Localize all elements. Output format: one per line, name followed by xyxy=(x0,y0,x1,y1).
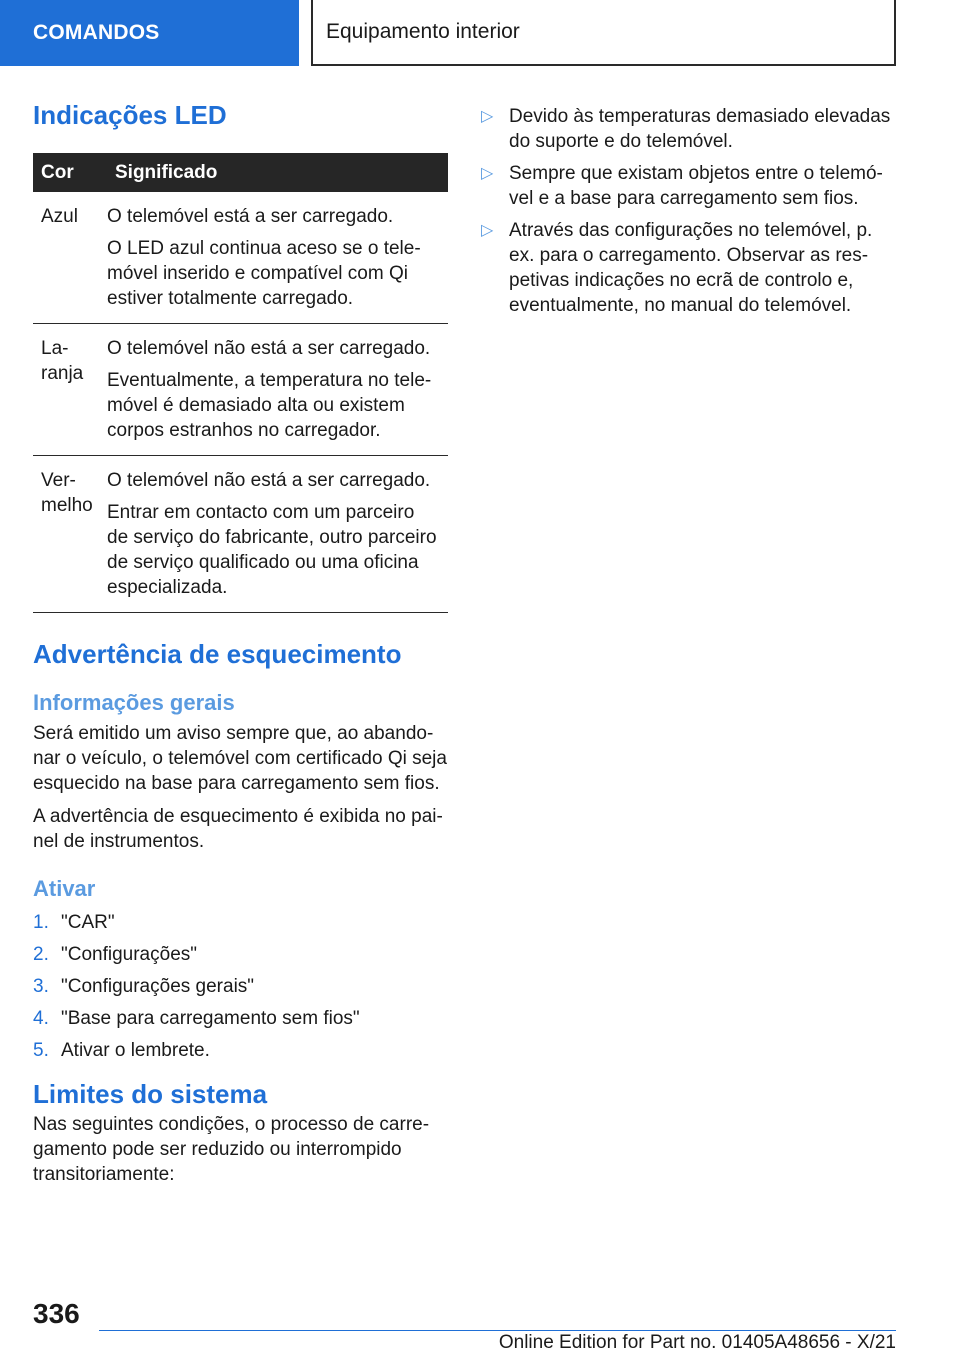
warning-title: Advertência de esquecimento xyxy=(33,639,402,670)
step-text: Ativar o lembrete. xyxy=(61,1040,210,1062)
table-row xyxy=(33,456,448,613)
step-text: "Configurações gerais" xyxy=(61,976,255,998)
step-text: "Base para carregamento sem fios" xyxy=(61,1008,360,1030)
led-meaning-line: O telemóvel não está a ser carregado. xyxy=(107,470,431,492)
step-text: "CAR" xyxy=(61,912,115,934)
table-row xyxy=(33,192,448,324)
limits-title: Limites do sistema xyxy=(33,1079,268,1110)
activate-steps xyxy=(33,910,448,1063)
list-item xyxy=(33,1038,448,1063)
list-item xyxy=(33,974,448,999)
led-color-cell: Ver-melho xyxy=(33,456,107,613)
triangle-bullet-icon: ▷ xyxy=(481,222,494,239)
led-color-cell: La-ranja xyxy=(33,324,107,456)
list-item xyxy=(481,104,896,154)
led-table xyxy=(33,153,448,613)
led-color-cell: Azul xyxy=(33,192,107,324)
section-tab[interactable] xyxy=(0,0,299,66)
table-row xyxy=(33,324,448,456)
list-item xyxy=(481,161,896,211)
step-number: 4. xyxy=(33,1008,49,1030)
step-number: 3. xyxy=(33,976,49,998)
activate-title: Ativar xyxy=(33,875,96,901)
chapter-tab[interactable] xyxy=(311,0,896,66)
chapter-label: Equipamento interior xyxy=(326,20,520,43)
led-meaning-line: O telemóvel está a ser carregado. xyxy=(107,206,394,228)
list-item xyxy=(33,1006,448,1031)
led-title: Indicações LED xyxy=(33,100,227,130)
limits-intro: Nas seguintes condições, o processo de carre-gamento pode ser reduzido ou interrompido transitoriamente: xyxy=(33,1114,430,1186)
led-meaning-line: Entrar em contacto com um parceiro de serviço do fabricante, outro parceiro de serviço qualificado ou uma oficina especializada. xyxy=(107,502,437,599)
general-info-title: Informações gerais xyxy=(33,690,235,716)
triangle-bullet-icon: ▷ xyxy=(481,165,494,182)
column-header-color: Cor xyxy=(33,153,107,192)
section-label: COMANDOS xyxy=(33,21,160,44)
list-item xyxy=(481,218,896,318)
step-number: 5. xyxy=(33,1040,49,1062)
column-header-meaning: Significado xyxy=(107,153,448,192)
led-meaning-line: O LED azul continua aceso se o tele-móvel inserido e compatível com Qi estiver totalmente carregado. xyxy=(107,238,421,310)
step-number: 2. xyxy=(33,944,49,966)
footer-divider xyxy=(99,1330,896,1331)
list-item xyxy=(33,942,448,967)
step-number: 1. xyxy=(33,912,49,934)
limit-text: Devido às temperaturas demasiado elevadas do suporte e do telemóvel. xyxy=(509,106,891,152)
limits-list xyxy=(481,104,896,318)
limit-text: Através das configurações no telemóvel, p. ex. para o carregamento. Observar as res-petivas indicações no ecrã de controlo e, eventualmente, no manual do telemóvel. xyxy=(509,220,873,316)
led-meaning-line: Eventualmente, a temperatura no tele-móvel é demasiado alta ou existem corpos estranhos no carregador. xyxy=(107,370,432,442)
edition-note: Online Edition for Part no. 01405A48656 - X/21 xyxy=(498,1332,896,1353)
limit-text: Sempre que existam objetos entre o telemó-vel e a base para carregamento sem fios. xyxy=(509,163,883,209)
table-header-row xyxy=(33,153,448,192)
led-meaning-cell xyxy=(107,324,448,456)
step-text: "Configurações" xyxy=(61,944,198,966)
led-meaning-line: O telemóvel não está a ser carregado. xyxy=(107,338,431,360)
list-item xyxy=(33,910,448,935)
right-column xyxy=(481,104,896,325)
led-meaning-cell xyxy=(107,456,448,613)
warning-paragraph-1: Será emitido um aviso sempre que, ao abando-nar o veículo, o telemóvel com certificado Qi seja esquecido na base para carregamento sem fios. xyxy=(33,722,447,794)
page-number: 336 xyxy=(33,1298,80,1329)
triangle-bullet-icon: ▷ xyxy=(481,108,494,125)
led-meaning-cell xyxy=(107,192,448,324)
left-column xyxy=(33,100,448,1187)
warning-paragraph-2: A advertência de esquecimento é exibida no pai-nel de instrumentos. xyxy=(33,805,443,852)
